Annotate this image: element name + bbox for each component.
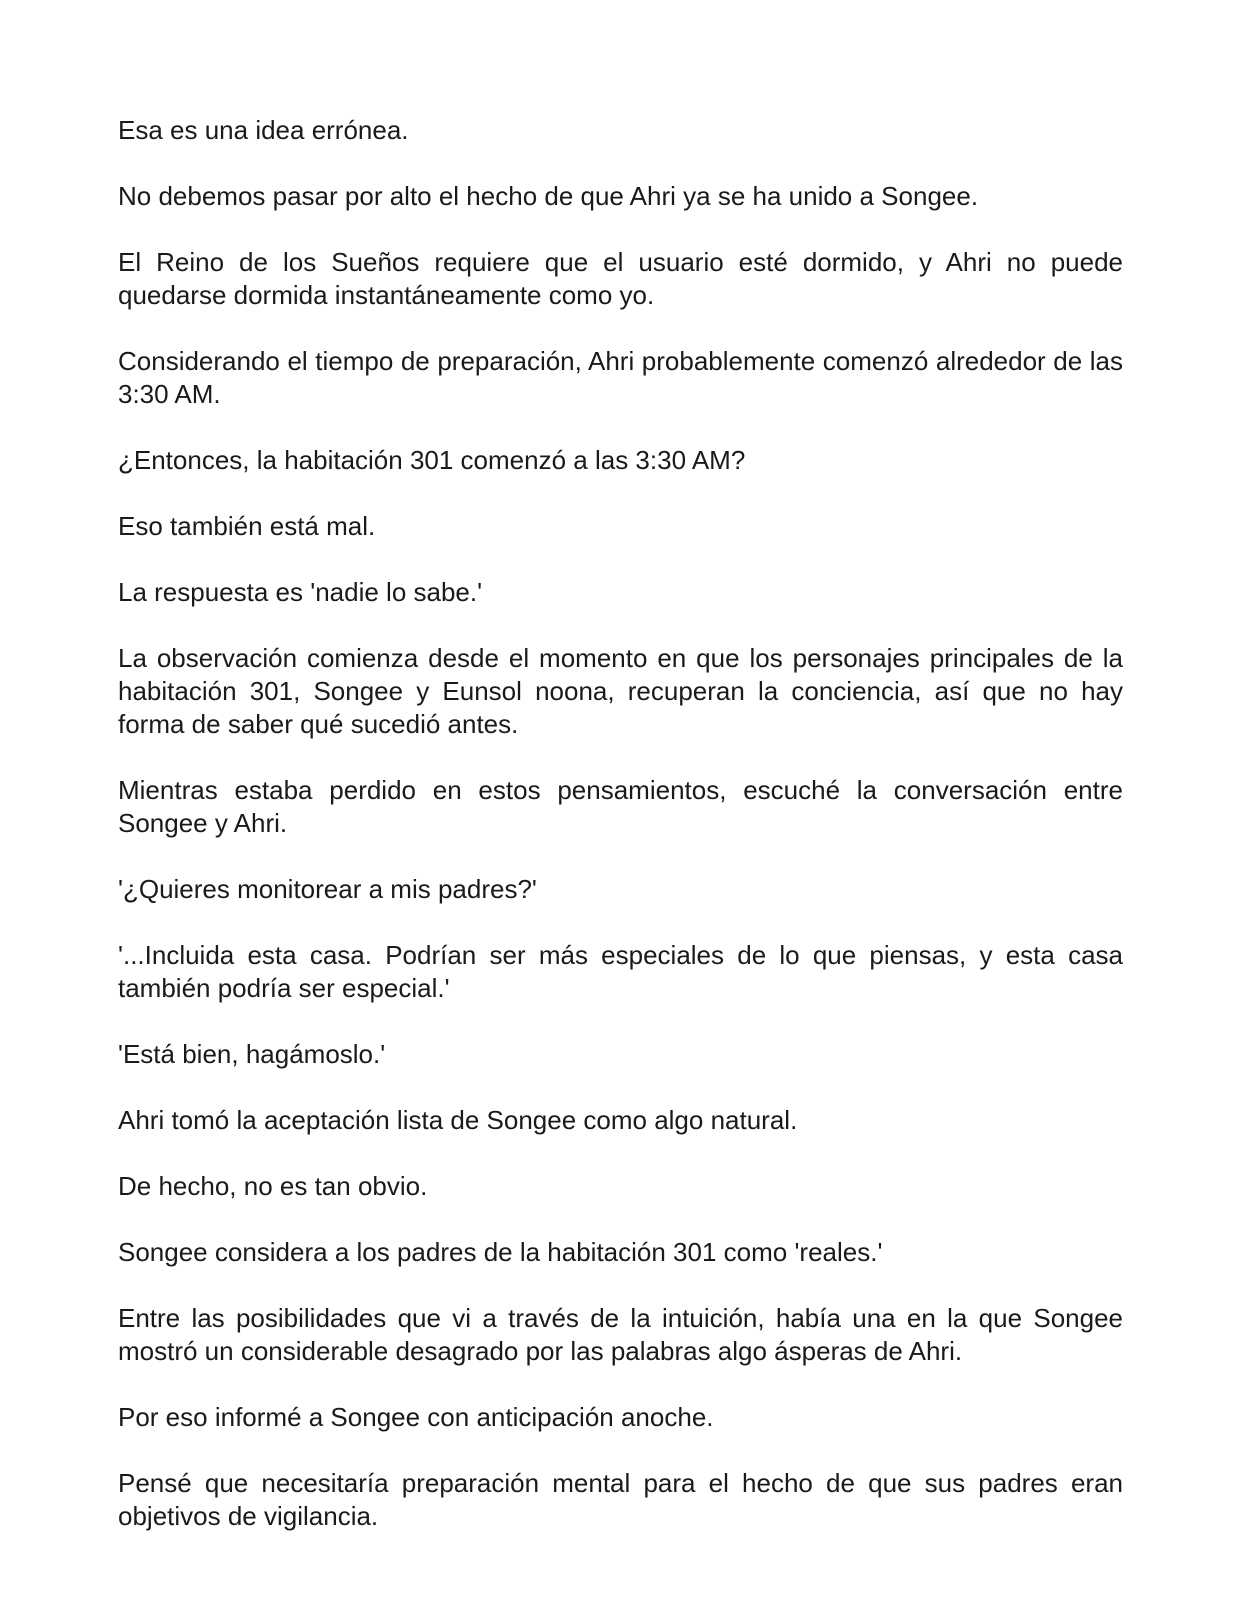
- paragraph-13: Ahri tomó la aceptación lista de Songee como algo natural.: [118, 1105, 798, 1135]
- paragraph-16: Entre las posibilidades que vi a través de la intuición, había una en la que Songee mostró un considerable desagrado por las palabras algo ásperas de Ahri.: [118, 1303, 1123, 1366]
- paragraph-14: De hecho, no es tan obvio.: [118, 1171, 428, 1201]
- paragraph-10: '¿Quieres monitorear a mis padres?': [118, 874, 537, 904]
- paragraph-5: ¿Entonces, la habitación 301 comenzó a las 3:30 AM?: [118, 445, 746, 475]
- document-page: [118, 114, 1123, 1533]
- paragraph-15: Songee considera a los padres de la habitación 301 como 'reales.': [118, 1237, 883, 1267]
- paragraph-8: La observación comienza desde el momento en que los personajes principales de la habitación 301, Songee y Eunsol noona, recuperan la conciencia, así que no hay forma de saber qué sucedió antes.: [118, 643, 1123, 739]
- paragraph-9: Mientras estaba perdido en estos pensamientos, escuché la conversación entre Songee y Ahri.: [118, 775, 1123, 838]
- paragraph-17: Por eso informé a Songee con anticipación anoche.: [118, 1402, 714, 1432]
- paragraph-11: '...Incluida esta casa. Podrían ser más especiales de lo que piensas, y esta casa también podría ser especial.': [118, 940, 1123, 1003]
- paragraph-6: Eso también está mal.: [118, 511, 376, 541]
- paragraph-4: Considerando el tiempo de preparación, Ahri probablemente comenzó alrededor de las 3:30 AM.: [118, 346, 1123, 409]
- paragraph-12: 'Está bien, hagámoslo.': [118, 1039, 386, 1069]
- paragraph-7: La respuesta es 'nadie lo sabe.': [118, 577, 483, 607]
- paragraph-2: No debemos pasar por alto el hecho de que Ahri ya se ha unido a Songee.: [118, 181, 979, 211]
- paragraph-3: El Reino de los Sueños requiere que el usuario esté dormido, y Ahri no puede quedarse dormida instantáneamente como yo.: [118, 247, 1123, 310]
- paragraph-1: Esa es una idea errónea.: [118, 115, 409, 145]
- paragraph-18: Pensé que necesitaría preparación mental para el hecho de que sus padres eran objetivos de vigilancia.: [118, 1468, 1123, 1531]
